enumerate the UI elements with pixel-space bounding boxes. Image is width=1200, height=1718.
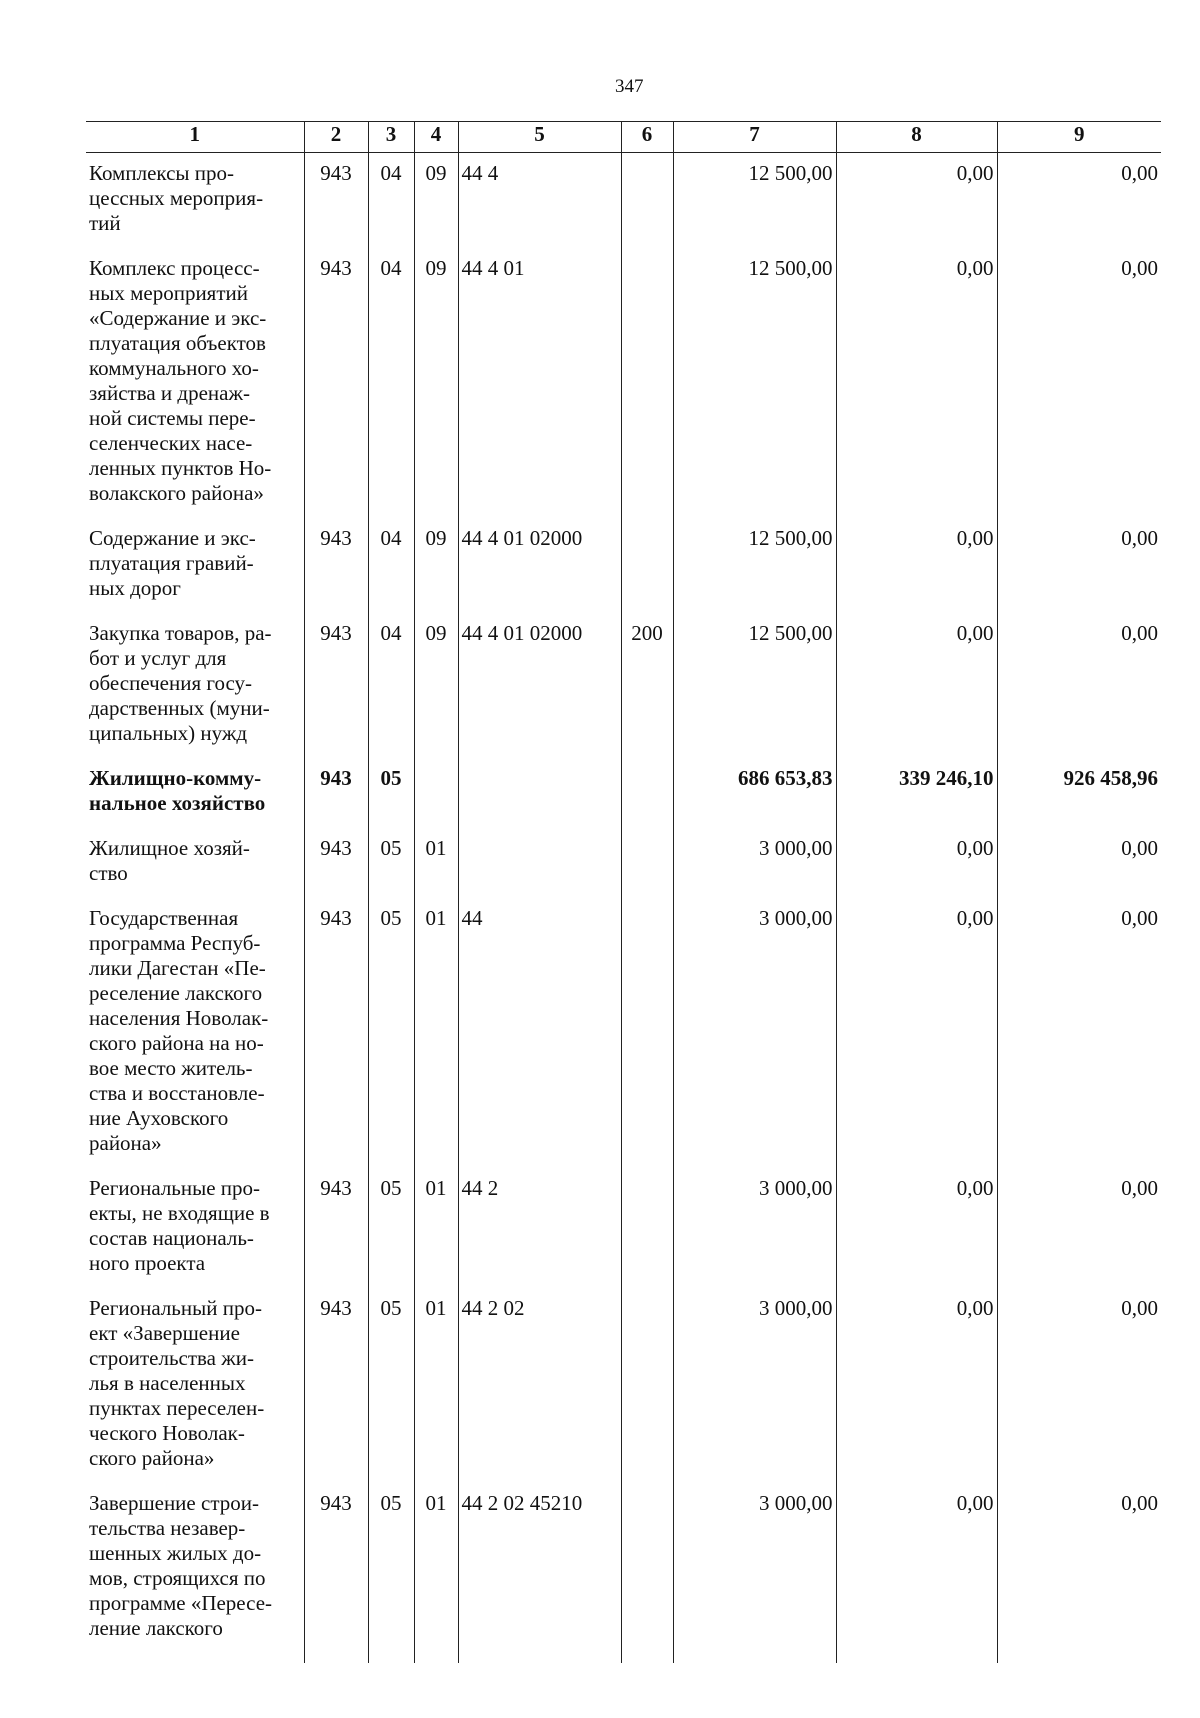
amount-cell: 0,00 [997,828,1161,898]
code-grbs-cell: 943 [304,758,368,828]
expense-type-cell [621,248,673,518]
target-article-cell [458,828,621,898]
amount-cell: 0,00 [836,248,997,518]
subsection-cell: 01 [414,1483,458,1663]
row-name-cell [86,828,304,898]
row-name-line: ство [89,861,128,885]
row-name-line: ект «Завершение [89,1321,240,1345]
row-name-line: плуатация объектов [89,331,266,355]
amount-cell: 0,00 [997,1168,1161,1288]
row-name-line: бот и услуг для [89,646,227,670]
table-row [86,1168,1161,1288]
expense-type-cell [621,153,673,249]
row-name-cell [86,613,304,758]
row-name-line: Региональный про- [89,1296,262,1320]
code-grbs-cell: 943 [304,248,368,518]
subsection-cell [414,758,458,828]
row-name-line: волакского района» [89,481,264,505]
row-name-line: пунктах переселен- [89,1396,265,1420]
code-grbs-cell: 943 [304,1288,368,1483]
row-name-cell [86,1168,304,1288]
row-name-line: программа Респуб- [89,931,261,955]
row-name-line: ние Ауховского [89,1106,229,1130]
row-name-line: ческого Новолак- [89,1421,245,1445]
row-name-line: района» [89,1131,162,1155]
section-cell: 05 [368,1288,414,1483]
code-grbs-cell: 943 [304,613,368,758]
table-row [86,828,1161,898]
row-name-line: ных дорог [89,576,181,600]
code-grbs-cell: 943 [304,898,368,1168]
row-name-line: лья в населенных [89,1371,246,1395]
row-name-line: ства и восстановле- [89,1081,265,1105]
row-name-line: екты, не входящие в [89,1201,270,1225]
row-name-line: селенческих насе- [89,431,253,455]
amount-cell: 0,00 [997,518,1161,613]
target-article-cell: 44 4 01 02000 [458,613,621,758]
expense-type-cell [621,518,673,613]
column-header: 5 [458,122,621,153]
row-name-line: нальное хозяйство [89,791,266,815]
row-name-line: ление лакского [89,1616,223,1640]
subsection-cell: 09 [414,613,458,758]
code-grbs-cell: 943 [304,1483,368,1663]
subsection-cell: 01 [414,898,458,1168]
row-name-line: шенных жилых до- [89,1541,262,1565]
row-name-cell [86,758,304,828]
expense-type-cell [621,1483,673,1663]
amount-cell: 3 000,00 [673,1483,836,1663]
amount-cell: 12 500,00 [673,613,836,758]
amount-cell: 0,00 [836,828,997,898]
row-name-line: Закупка товаров, ра- [89,621,272,645]
amount-cell: 0,00 [836,1483,997,1663]
amount-cell: 12 500,00 [673,248,836,518]
page-number: 347 [615,76,644,97]
row-name-cell [86,1483,304,1663]
amount-cell: 686 653,83 [673,758,836,828]
row-name-line: Региональные про- [89,1176,261,1200]
amount-cell: 0,00 [836,898,997,1168]
row-name-line: ского района» [89,1446,215,1470]
amount-cell: 0,00 [997,1483,1161,1663]
amount-cell: 3 000,00 [673,898,836,1168]
amount-cell: 3 000,00 [673,1288,836,1483]
column-header: 8 [836,122,997,153]
amount-cell: 926 458,96 [997,758,1161,828]
amount-cell: 0,00 [997,248,1161,518]
amount-cell: 0,00 [836,153,997,249]
row-name-line: «Содержание и экс- [89,306,267,330]
table-row [86,898,1161,1168]
table-row [86,758,1161,828]
expense-type-cell [621,758,673,828]
row-name-line: тий [89,211,121,235]
row-name-line: зяйства и дренаж- [89,381,250,405]
row-name-line: обеспечения госу- [89,671,253,695]
row-name-line: Содержание и экс- [89,526,256,550]
column-header: 6 [621,122,673,153]
section-cell: 04 [368,613,414,758]
row-name-line: дарственных (муни- [89,696,270,720]
section-cell: 05 [368,1168,414,1288]
row-name-line: ной системы пере- [89,406,256,430]
target-article-cell: 44 4 01 02000 [458,518,621,613]
amount-cell: 0,00 [836,518,997,613]
table-row [86,613,1161,758]
code-grbs-cell: 943 [304,828,368,898]
row-name-line: мов, строящихся по [89,1566,266,1590]
table-row [86,1483,1161,1663]
target-article-cell [458,758,621,828]
column-header: 1 [86,122,304,153]
amount-cell: 0,00 [997,898,1161,1168]
code-grbs-cell: 943 [304,153,368,249]
section-cell: 05 [368,898,414,1168]
budget-table [86,121,1161,1663]
expense-type-cell: 200 [621,613,673,758]
row-name-line: лики Дагестан «Пе- [89,956,266,980]
expense-type-cell [621,1288,673,1483]
row-name-line: Комплекс процесс- [89,256,260,280]
target-article-cell: 44 [458,898,621,1168]
target-article-cell: 44 4 01 [458,248,621,518]
row-name-line: населения Новолак- [89,1006,269,1030]
row-name-line: Жилищно-комму- [89,766,262,790]
subsection-cell: 01 [414,828,458,898]
amount-cell: 12 500,00 [673,153,836,249]
amount-cell: 0,00 [836,1168,997,1288]
row-name-line: Комплексы про- [89,161,234,185]
amount-cell: 0,00 [836,1288,997,1483]
target-article-cell: 44 2 02 45210 [458,1483,621,1663]
table-row [86,1288,1161,1483]
column-header: 2 [304,122,368,153]
row-name-line: строительства жи- [89,1346,254,1370]
row-name-line: программе «Пересе- [89,1591,273,1615]
row-name-line: состав националь- [89,1226,254,1250]
amount-cell: 0,00 [997,613,1161,758]
expense-type-cell [621,1168,673,1288]
row-name-line: цессных мероприя- [89,186,264,210]
row-name-line: Завершение строи- [89,1491,259,1515]
subsection-cell: 09 [414,248,458,518]
table-header-row [86,122,1161,153]
row-name-line: плуатация гравий- [89,551,254,575]
code-grbs-cell: 943 [304,1168,368,1288]
subsection-cell: 01 [414,1288,458,1483]
row-name-line: ского района на но- [89,1031,264,1055]
subsection-cell: 09 [414,518,458,613]
section-cell: 05 [368,758,414,828]
subsection-cell: 09 [414,153,458,249]
column-header: 9 [997,122,1161,153]
column-header: 4 [414,122,458,153]
table-row [86,248,1161,518]
amount-cell: 3 000,00 [673,828,836,898]
row-name-cell [86,518,304,613]
amount-cell: 339 246,10 [836,758,997,828]
section-cell: 04 [368,518,414,613]
row-name-line: коммунального хо- [89,356,259,380]
amount-cell: 0,00 [836,613,997,758]
column-header: 3 [368,122,414,153]
amount-cell: 3 000,00 [673,1168,836,1288]
row-name-line: Жилищное хозяй- [89,836,250,860]
target-article-cell: 44 2 02 [458,1288,621,1483]
row-name-line: ципальных) нужд [89,721,248,745]
row-name-line: ных мероприятий [89,281,248,305]
amount-cell: 0,00 [997,1288,1161,1483]
expense-type-cell [621,828,673,898]
amount-cell: 0,00 [997,153,1161,249]
subsection-cell: 01 [414,1168,458,1288]
column-header: 7 [673,122,836,153]
table-row [86,518,1161,613]
row-name-line: тельства незавер- [89,1516,246,1540]
row-name-cell [86,153,304,249]
amount-cell: 12 500,00 [673,518,836,613]
section-cell: 04 [368,153,414,249]
row-name-line: ного проекта [89,1251,206,1275]
section-cell: 05 [368,828,414,898]
target-article-cell: 44 4 [458,153,621,249]
row-name-line: Государственная [89,906,239,930]
section-cell: 04 [368,248,414,518]
row-name-line: вое место житель- [89,1056,253,1080]
section-cell: 05 [368,1483,414,1663]
code-grbs-cell: 943 [304,518,368,613]
row-name-cell [86,248,304,518]
row-name-cell [86,1288,304,1483]
expense-type-cell [621,898,673,1168]
row-name-cell [86,898,304,1168]
row-name-line: реселение лакского [89,981,263,1005]
row-name-line: ленных пунктов Но- [89,456,272,480]
table-body [86,153,1161,1664]
table-row [86,153,1161,249]
target-article-cell: 44 2 [458,1168,621,1288]
